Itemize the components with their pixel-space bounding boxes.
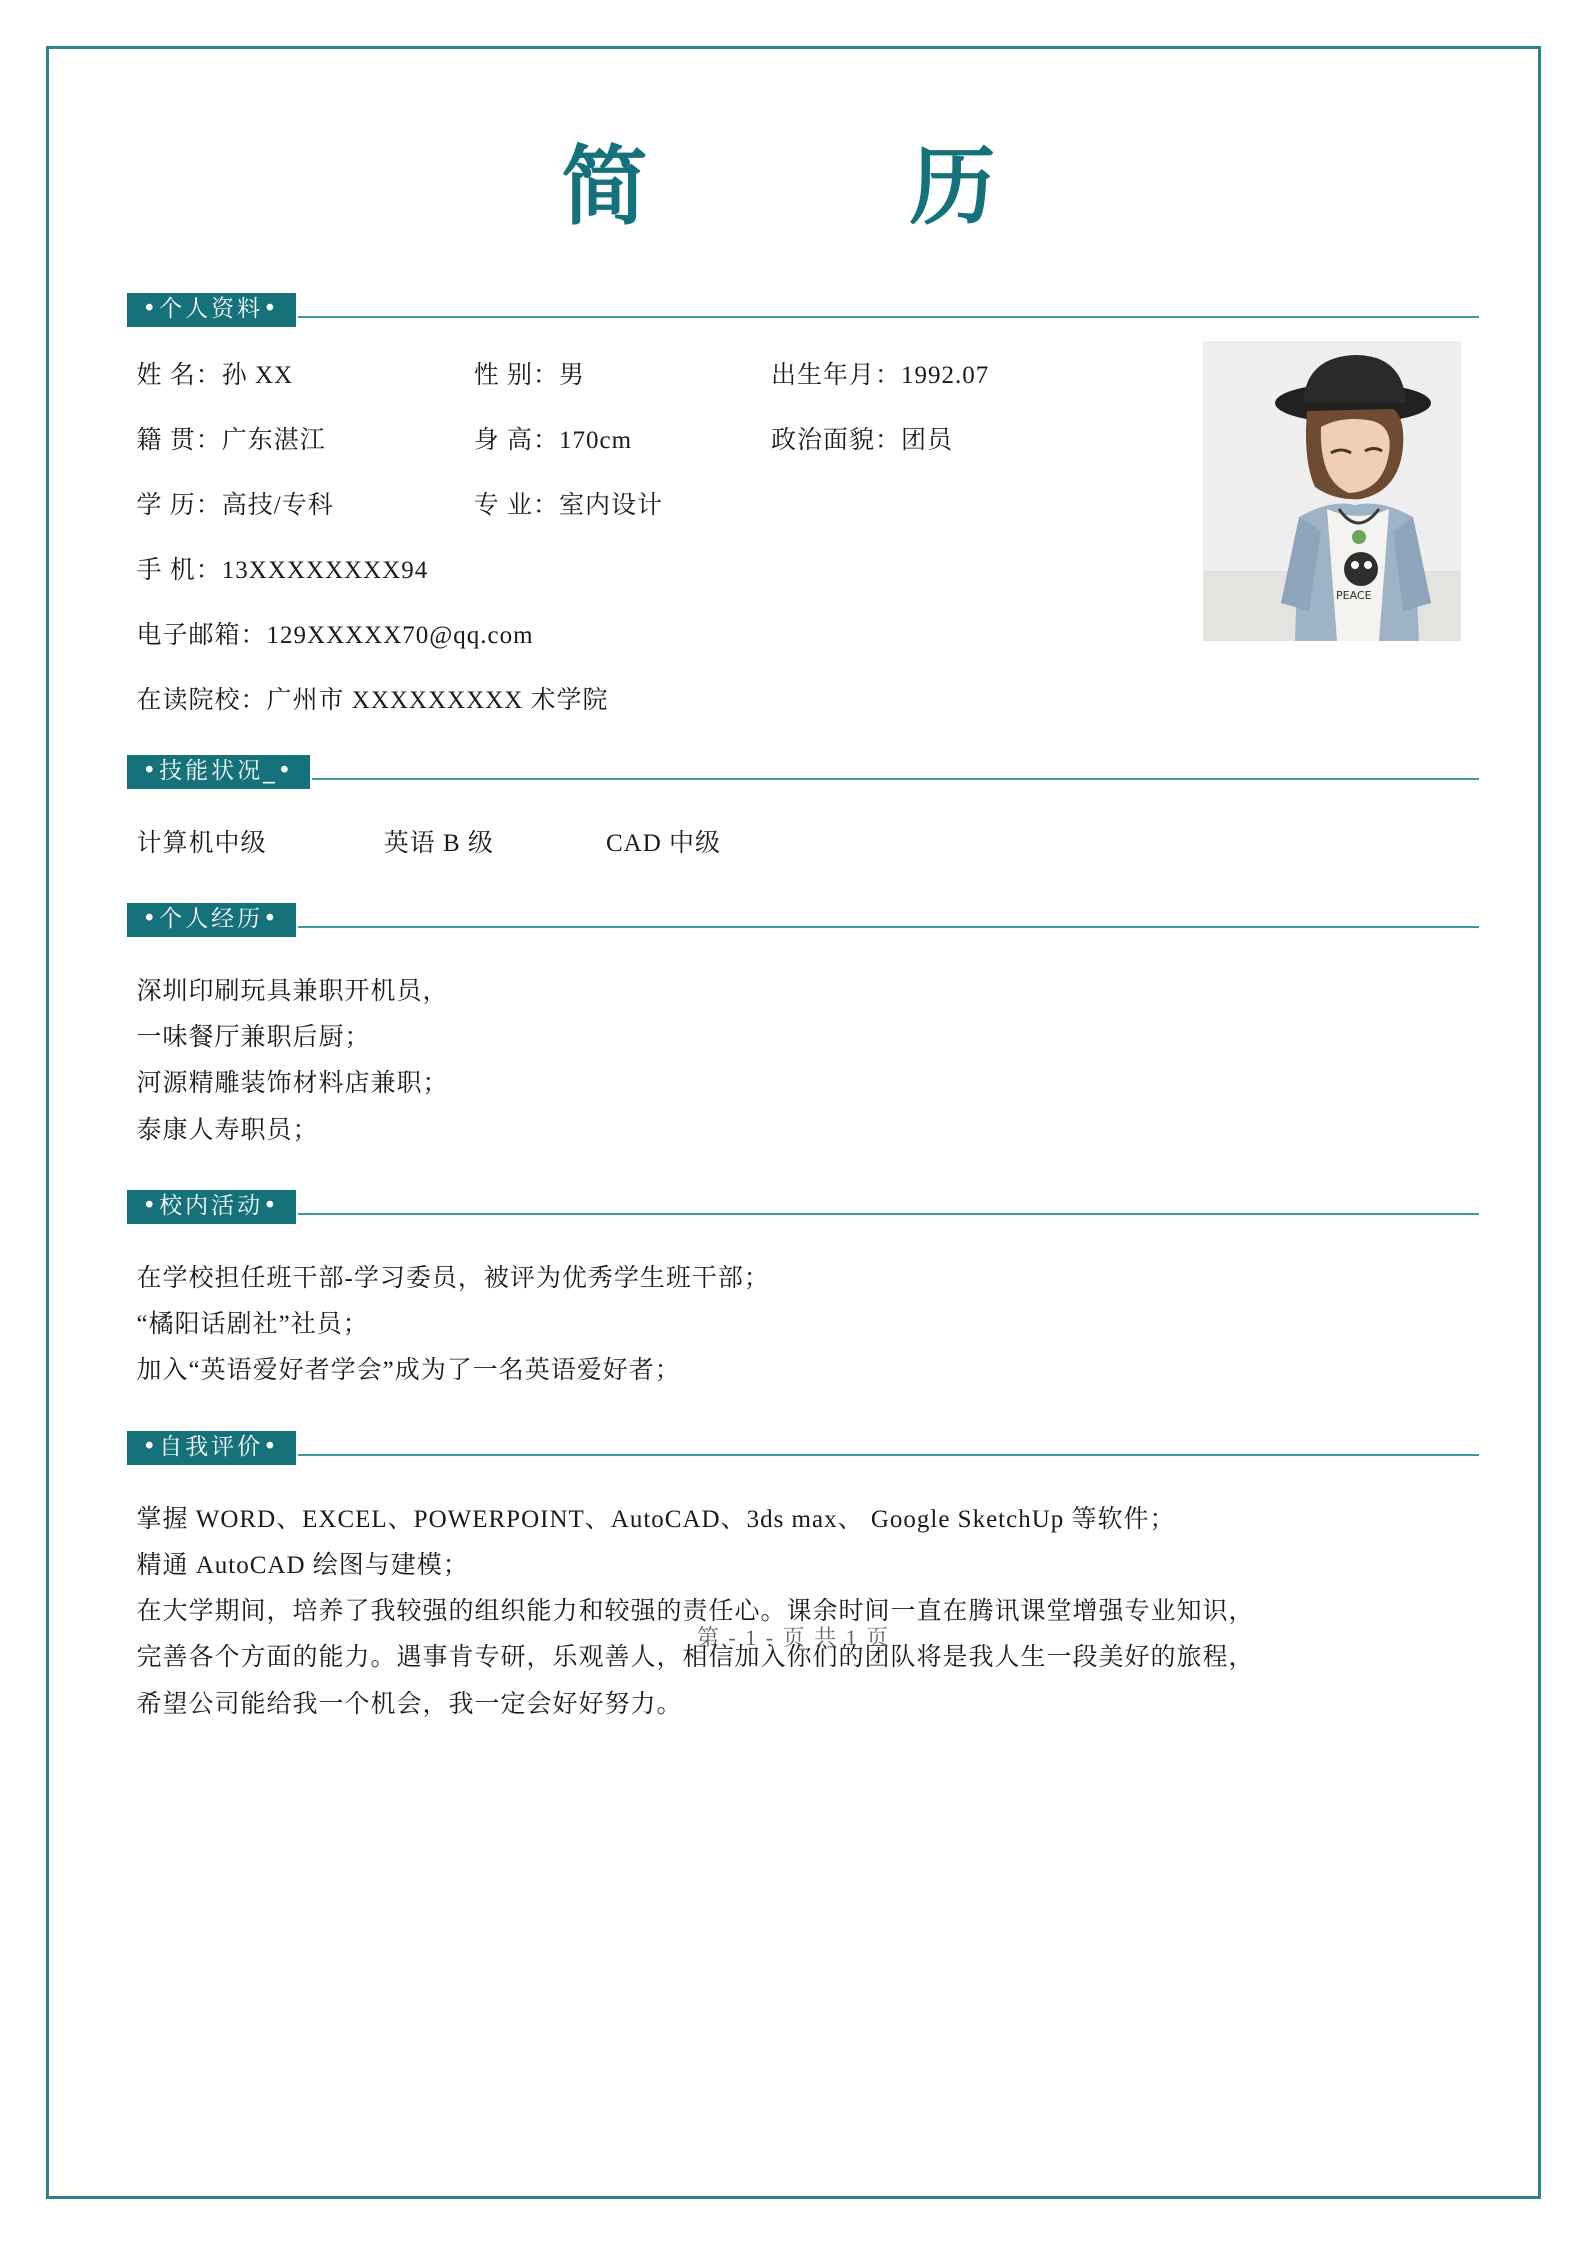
field-school-label: 在读院校： <box>136 686 267 714</box>
evaluation-block <box>137 1497 1479 1728</box>
skills-block <box>137 821 1479 867</box>
evaluation-line: 希望公司能给我一个机会，我一定会好好努力。 <box>136 1690 683 1718</box>
field-height <box>474 428 764 453</box>
field-origin-value: 广东湛江 <box>221 426 326 454</box>
field-education <box>137 493 467 518</box>
field-political <box>771 428 953 453</box>
field-email-value: 129XXXXX70@qq.com <box>266 621 534 649</box>
experience-line: 河源精雕装饰材料店兼职； <box>136 1070 449 1098</box>
section-tag-experience: •个人经历• <box>127 903 296 937</box>
field-education-label: 学 历： <box>136 491 222 519</box>
info-row-school <box>137 688 1479 713</box>
section-header-experience <box>127 901 1479 939</box>
section-rule <box>312 778 1478 780</box>
field-height-value: 170cm <box>559 426 633 454</box>
field-name-value: 孙 XX <box>221 361 294 389</box>
skill-item: 英语 B 级 <box>383 829 494 857</box>
personal-info-block <box>109 363 1479 713</box>
section-rule <box>298 316 1479 318</box>
field-school-value: 广州市 XXXXXXXXX 术学院 <box>266 686 609 714</box>
page-content <box>109 46 1479 1728</box>
field-gender-value: 男 <box>559 361 586 389</box>
field-major-label: 专 业： <box>473 491 560 519</box>
field-birth-value: 1992.07 <box>901 361 990 389</box>
skill-item: CAD 中级 <box>606 829 722 857</box>
field-political-value: 团员 <box>901 426 954 454</box>
section-rule <box>298 926 1479 928</box>
experience-line: 一味餐厅兼职后厨； <box>136 1024 371 1052</box>
campus-block <box>137 1256 1479 1395</box>
experience-line: 泰康人寿职员； <box>136 1116 319 1144</box>
field-name-label: 姓 名： <box>136 361 222 389</box>
experience-line: 深圳印刷玩具兼职开机员， <box>136 977 449 1005</box>
campus-line: 在学校担任班干部-学习委员，被评为优秀学生班干部； <box>136 1264 770 1292</box>
field-school <box>137 688 609 713</box>
field-name <box>137 363 467 388</box>
avatar <box>1203 341 1461 641</box>
section-tag-personal: •个人资料• <box>127 293 296 327</box>
field-political-label: 政治面貌： <box>771 426 902 454</box>
campus-line: “橘阳话剧社”社员； <box>136 1311 369 1339</box>
field-height-label: 身 高： <box>473 426 560 454</box>
section-header-campus <box>127 1188 1479 1226</box>
field-origin-label: 籍 贯： <box>136 426 222 454</box>
section-tag-campus: •校内活动• <box>127 1190 296 1224</box>
section-tag-evaluation: •自我评价• <box>127 1431 296 1465</box>
field-phone-value: 13XXXXXXXX94 <box>221 556 429 584</box>
field-phone-label: 手 机： <box>136 556 222 584</box>
field-gender-label: 性 别： <box>473 361 560 389</box>
section-header-personal <box>127 291 1479 329</box>
page-title: 简 历 <box>561 137 1026 237</box>
skills-row <box>137 821 1479 867</box>
section-header-skills <box>127 753 1479 791</box>
field-phone <box>137 558 429 583</box>
field-education-value: 高技/专科 <box>221 491 334 519</box>
skill-item: 计算机中级 <box>136 829 267 857</box>
section-rule <box>298 1213 1479 1215</box>
field-birth <box>771 363 989 388</box>
field-email-label: 电子邮箱： <box>136 621 267 649</box>
page-footer: 第 - 1 - 页 共 1 页 <box>696 1624 891 1650</box>
field-gender <box>474 363 764 388</box>
experience-block <box>137 969 1479 1154</box>
field-origin <box>137 428 467 453</box>
svg-text:PEACE: PEACE <box>1335 588 1372 602</box>
evaluation-line: 在大学期间，培养了我较强的组织能力和较强的责任心。课余时间一直在腾讯课堂增强专业知识， <box>136 1598 1255 1626</box>
evaluation-line: 掌握 WORD、EXCEL、POWERPOINT、AutoCAD、3ds max、 Google SketchUp 等软件； <box>136 1505 1176 1533</box>
section-header-evaluation <box>127 1429 1479 1467</box>
section-tag-skills: •技能状况_• <box>127 755 311 789</box>
evaluation-line: 精通 AutoCAD 绘图与建模； <box>136 1551 469 1579</box>
field-birth-label: 出生年月： <box>771 361 902 389</box>
field-major-value: 室内设计 <box>559 491 664 519</box>
evaluation-line: 完善各个方面的能力。遇事肯专研，乐观善人，相信加入你们的团队将是我人生一段美好的旅程， <box>136 1644 1255 1672</box>
field-major <box>474 493 764 518</box>
field-email <box>137 623 534 648</box>
section-rule <box>298 1454 1479 1456</box>
campus-line: 加入“英语爱好者学会”成为了一名英语爱好者； <box>136 1357 681 1385</box>
